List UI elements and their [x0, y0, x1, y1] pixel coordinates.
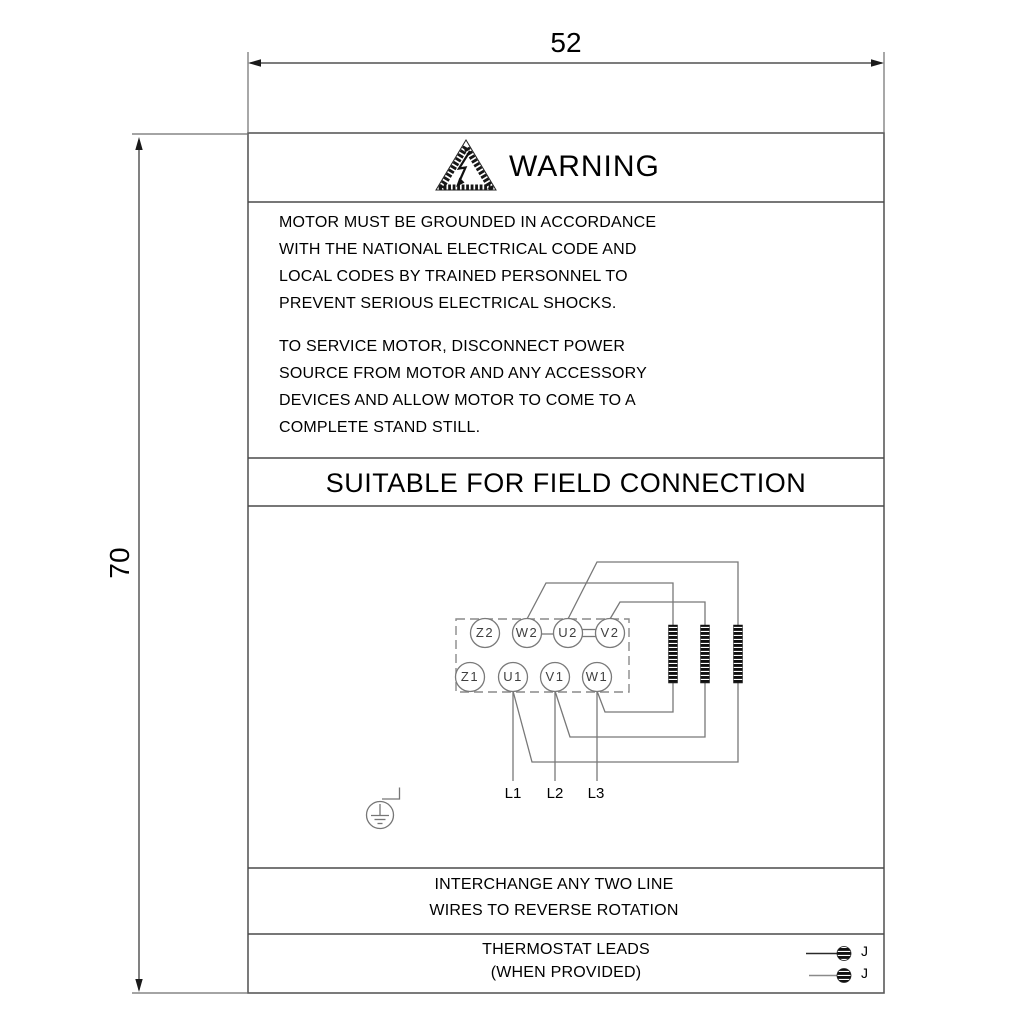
- line-label-l1: L1: [504, 785, 522, 802]
- width-dimension: [248, 52, 884, 133]
- terminal-label-v2: V2: [600, 625, 620, 640]
- line-label-l2: L2: [546, 785, 564, 802]
- paragraph-line: PREVENT SERIOUS ELECTRICAL SHOCKS.: [279, 295, 617, 312]
- field-connection-title: SUITABLE FOR FIELD CONNECTION: [325, 468, 807, 498]
- rotation-note-line2: WIRES TO REVERSE ROTATION: [429, 902, 679, 919]
- terminal-label-z2: Z2: [475, 625, 495, 640]
- paragraph-line: TO SERVICE MOTOR, DISCONNECT POWER: [279, 338, 626, 355]
- paragraph-line: LOCAL CODES BY TRAINED PERSONNEL TO: [279, 268, 628, 285]
- rotation-note-line1: INTERCHANGE ANY TWO LINE: [434, 876, 674, 893]
- paragraph-line: COMPLETE STAND STILL.: [279, 419, 481, 436]
- terminal-label-u2: U2: [558, 625, 578, 640]
- width-dimension-value: 52: [550, 27, 582, 58]
- line-label-l3: L3: [587, 785, 605, 802]
- paragraph-line: SOURCE FROM MOTOR AND ANY ACCESSORY: [279, 365, 647, 382]
- terminal-label-u1: U1: [503, 669, 523, 684]
- grounding-warning-paragraph: [279, 209, 656, 317]
- paragraph-line: MOTOR MUST BE GROUNDED IN ACCORDANCE: [279, 214, 657, 231]
- dim-arrow-bottom: [135, 979, 142, 992]
- thermostat-lead-label-2: J: [861, 965, 868, 981]
- terminal-label-w1: W1: [585, 669, 609, 684]
- thermostat-note-line1: THERMOSTAT LEADS: [482, 941, 650, 958]
- height-dimension-value: 70: [104, 547, 135, 579]
- motor-winding-coils: [669, 625, 743, 683]
- dim-arrow-right: [871, 59, 884, 66]
- electrical-hazard-triangle-icon: [436, 140, 496, 190]
- paragraph-line: DEVICES AND ALLOW MOTOR TO COME TO A: [279, 392, 636, 409]
- thermostat-lead-label-1: J: [861, 943, 868, 959]
- protective-earth-icon: [367, 788, 400, 829]
- thermostat-note-line2: (WHEN PROVIDED): [490, 964, 642, 981]
- terminal-label-z1: Z1: [460, 669, 480, 684]
- dim-arrow-left: [248, 59, 261, 66]
- dim-arrow-top: [135, 137, 142, 150]
- terminal-label-v1: V1: [545, 669, 565, 684]
- terminal-label-w2: W2: [515, 625, 539, 640]
- height-dimension: [132, 134, 248, 993]
- warning-title: WARNING: [509, 150, 660, 183]
- paragraph-line: WITH THE NATIONAL ELECTRICAL CODE AND: [279, 241, 637, 258]
- service-warning-paragraph: [279, 333, 647, 441]
